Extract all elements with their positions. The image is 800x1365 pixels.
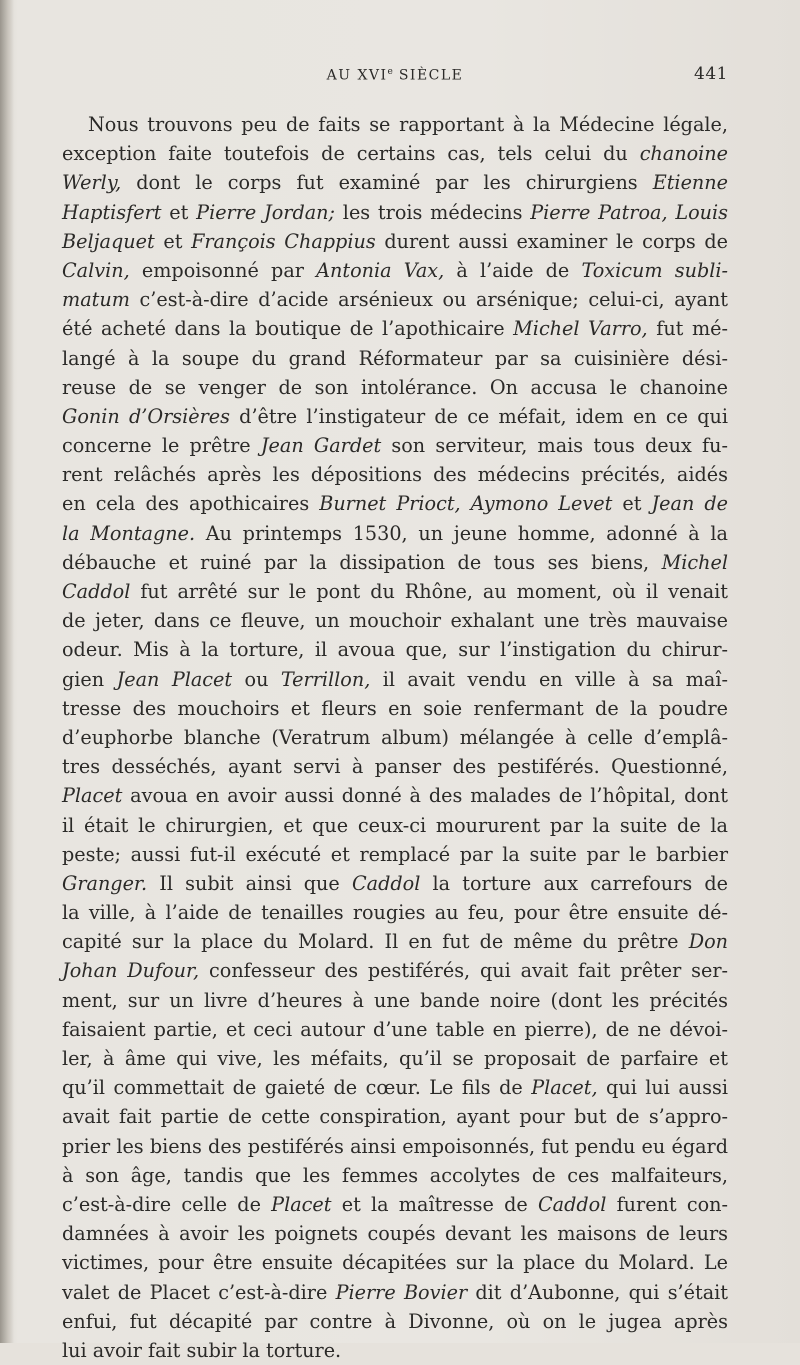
text-line [62, 898, 728, 927]
text-segment: Au printemps 1530, un jeune homme, adonné à la [195, 521, 728, 545]
text-segment: c’est-à-dire d’acide arsénieux ou arsénique; celui-ci, ayant [129, 288, 728, 312]
text-segment: dont le corps fut examiné par les chirurgiens [121, 171, 653, 195]
text-segment: à l’aide de [444, 258, 582, 282]
text-line [62, 665, 728, 694]
text-segment: fut mé- [647, 317, 728, 341]
italic-text-segment: Beljaquet [62, 229, 155, 253]
text-segment: en cela des apothicaires [62, 492, 320, 516]
text-segment: odeur. Mis à la torture, il avoua que, sur l’instigation du chirur- [62, 638, 728, 662]
text-line [62, 606, 728, 635]
text-line [62, 1278, 728, 1307]
text-line [62, 402, 728, 431]
text-line [62, 811, 728, 840]
text-segment: concerne le prêtre [62, 434, 261, 458]
italic-text-segment: Placet [62, 784, 123, 808]
text-segment: faisaient partie, et ceci autour d’une table en pierre), de ne dévoi- [62, 1017, 728, 1041]
text-line [62, 256, 728, 285]
text-line [62, 1102, 728, 1131]
italic-text-segment: Terrillon, [280, 667, 371, 691]
italic-text-segment: chanoine [639, 142, 728, 166]
text-segment: furent con- [606, 1192, 728, 1216]
text-line [62, 986, 728, 1015]
text-segment: de jeter, dans ce fleuve, un mouchoir exhalant une très mauvaise [62, 609, 728, 633]
text-segment: enfui, fut décapité par contre à Divonne, où on le jugea après [62, 1309, 728, 1333]
italic-text-segment: Calvin, [62, 258, 130, 282]
text-line [62, 519, 728, 548]
text-line [62, 548, 728, 577]
italic-text-segment: Burnet Prioct, Aymono Levet [319, 492, 613, 516]
text-segment: et [612, 492, 652, 516]
text-line [62, 1307, 728, 1336]
text-line [62, 227, 728, 256]
text-line [62, 781, 728, 810]
text-segment: et la maîtresse de [331, 1192, 538, 1216]
text-line [62, 373, 728, 402]
text-line [62, 577, 728, 606]
text-segment: il avait vendu en ville à sa maî- [370, 667, 728, 691]
text-segment: gien [62, 667, 117, 691]
italic-text-segment: Johan Dufour, [62, 959, 200, 983]
text-line [62, 927, 728, 956]
text-line [62, 431, 728, 460]
text-segment: reuse de se venger de son intolérance. On accusa le chanoine [62, 375, 728, 399]
text-line [62, 1015, 728, 1044]
italic-text-segment: Jean de [651, 492, 728, 516]
text-line [62, 694, 728, 723]
text-line [62, 1044, 728, 1073]
text-segment: tres desséchés, ayant servi à panser des pestiférés. Questionné, [62, 755, 728, 779]
page-binding-edge [0, 0, 14, 1343]
text-line [62, 635, 728, 664]
text-line [62, 752, 728, 781]
text-segment: empoisonné par [129, 258, 317, 282]
text-segment: été acheté dans la boutique de l’apothicaire [62, 317, 514, 341]
text-line [62, 314, 728, 343]
text-segment: tresse des mouchoirs et fleurs en soie renfermant de la poudre [62, 696, 728, 720]
text-segment: Nous trouvons peu de faits se rapportant à la Médecine légale, [88, 113, 728, 136]
italic-text-segment: la Montagne. [62, 521, 196, 545]
text-segment: c’est-à-dire celle de [62, 1192, 272, 1216]
page-number: 441 [694, 64, 728, 84]
text-segment: d’euphorbe blanche (Veratrum album) mélangée à celle d’emplâ- [62, 725, 728, 749]
italic-text-segment: Caddol [351, 871, 421, 895]
page-header [62, 64, 728, 88]
text-segment: rent relâchés après les dépositions des médecins précités, aidés [62, 463, 728, 487]
italic-text-segment: Pierre Jordan; [196, 200, 336, 224]
text-segment: confesseur des pestiférés, qui avait fait prêter ser- [199, 959, 728, 983]
text-segment: dit d’Aubonne, qui s’était [467, 1280, 728, 1304]
text-segment: lui avoir fait subir la torture. [62, 1338, 342, 1362]
text-line [62, 1219, 728, 1248]
text-line [62, 344, 728, 373]
text-segment: débauche et ruiné par la dissipation de tous ses biens, [62, 550, 662, 574]
text-segment: ment, sur un livre d’heures à une bande noire (dont les précités [62, 988, 728, 1012]
text-line [62, 168, 728, 197]
text-segment: victimes, pour être ensuite décapitées sur la place du Molard. Le [62, 1251, 728, 1275]
italic-text-segment: François Chappius [191, 229, 376, 253]
italic-text-segment: Placet [271, 1192, 332, 1216]
text-segment: peste; aussi fut-il exécuté et remplacé par la suite par le barbier [62, 842, 728, 866]
text-line [62, 1161, 728, 1190]
text-line [62, 956, 728, 985]
text-segment: ler, à âme qui vive, les méfaits, qu’il se proposait de parfaire et [62, 1047, 728, 1070]
text-segment: à son âge, tandis que les femmes accolytes de ces malfaiteurs, [62, 1163, 728, 1187]
italic-text-segment: Werly, [62, 171, 122, 195]
italic-text-segment: Toxicum subli- [581, 258, 728, 282]
italic-text-segment: Antonia Vax, [316, 258, 445, 282]
running-title-superscript: e [387, 67, 393, 77]
text-segment: Il subit ainsi que [147, 871, 352, 895]
body-paragraph [62, 110, 728, 1365]
text-segment: qu’il commettait de gaieté de cœur. Le fils de [62, 1076, 532, 1100]
italic-text-segment: Michel Varro, [513, 317, 648, 341]
italic-text-segment: Michel [661, 550, 728, 574]
text-segment: exception faite toutefois de certains cas, tels celui du [62, 142, 640, 166]
text-segment: langé à la soupe du grand Réformateur par sa cuisinière dési- [62, 346, 728, 370]
text-line [62, 489, 728, 518]
text-segment: la ville, à l’aide de tenailles rougies au feu, pour être ensuite dé- [62, 901, 728, 925]
text-line [62, 1132, 728, 1161]
text-segment: valet de Placet c’est-à-dire [62, 1280, 336, 1304]
text-line [62, 198, 728, 227]
text-line [62, 1190, 728, 1219]
text-segment: et [154, 229, 192, 253]
text-segment: il était le chirurgien, et que ceux-ci moururent par la suite de la [62, 813, 728, 837]
italic-text-segment: Don [688, 930, 728, 954]
text-segment: fut arrêté sur le pont du Rhône, au moment, où il venait [130, 580, 728, 603]
italic-text-segment: matum [62, 288, 130, 312]
italic-text-segment: Gonin d’Orsières [62, 404, 230, 428]
text-segment: avait fait partie de cette conspiration, ayant pour but de s’appro- [62, 1105, 728, 1129]
text-line [62, 723, 728, 752]
italic-text-segment: Caddol [537, 1192, 607, 1216]
text-segment: prier les biens des pestiférés ainsi empoisonnés, fut pendu eu égard [62, 1134, 728, 1158]
text-line [62, 285, 728, 314]
text-line [62, 840, 728, 869]
text-line [62, 1073, 728, 1102]
text-segment: d’être l’instigateur de ce méfait, idem en ce qui [229, 404, 728, 428]
text-line [62, 869, 728, 898]
italic-text-segment: Granger. [62, 871, 148, 895]
text-segment: les trois médecins [335, 200, 531, 224]
running-title: AU XVIe SIÈCLE [326, 67, 464, 84]
text-segment: la torture aux carrefours de [420, 871, 728, 895]
text-segment: capité sur la place du Molard. Il en fut de même du prêtre [62, 930, 689, 954]
text-segment: avoua en avoir aussi donné à des malades de l’hôpital, dont [122, 784, 728, 808]
text-segment: qui lui aussi [597, 1076, 728, 1100]
text-segment: son serviteur, mais tous deux fu- [381, 434, 729, 458]
text-line [62, 1336, 728, 1365]
text-line [62, 110, 728, 139]
text-line [62, 1248, 728, 1277]
italic-text-segment: Jean Placet [116, 667, 233, 691]
text-segment: durent aussi examiner le corps de [375, 229, 728, 253]
text-line [62, 139, 728, 168]
italic-text-segment: Pierre Bovier [335, 1280, 468, 1304]
italic-text-segment: Haptisfert [62, 200, 162, 224]
text-segment: ou [232, 667, 281, 691]
text-line [62, 460, 728, 489]
italic-text-segment: Placet, [531, 1076, 598, 1100]
italic-text-segment: Jean Gardet [260, 434, 382, 458]
italic-text-segment: Caddol [62, 580, 131, 603]
italic-text-segment: Pierre Patroa, Louis [530, 200, 728, 224]
text-segment: et [161, 200, 197, 224]
text-segment: damnées à avoir les poignets coupés devant les maisons de leurs [62, 1222, 728, 1246]
italic-text-segment: Etienne [652, 171, 728, 195]
